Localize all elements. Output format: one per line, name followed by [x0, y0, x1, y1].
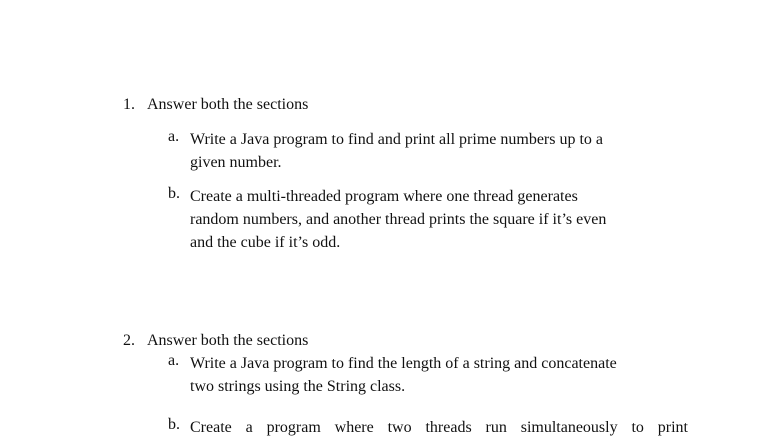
- part-text-line: Create a program where two threads run simultaneously to print: [190, 419, 688, 436]
- question-title: Answer both the sections: [147, 332, 309, 349]
- question-1-heading: [123, 96, 308, 114]
- question-title: Answer both the sections: [147, 96, 309, 113]
- question-2-heading: [123, 332, 308, 350]
- part-text-line: and the cube if it’s odd.: [190, 234, 341, 251]
- part-text-line: Write a Java program to find the length of a string and concatenate: [190, 355, 617, 372]
- part-text-line: Create a multi-threaded program where one thread generates: [190, 188, 578, 205]
- part-label: a.: [168, 352, 180, 369]
- question-number: 1.: [123, 96, 135, 113]
- part-text-line: given number.: [190, 154, 282, 171]
- part-text-line: Write a Java program to find and print all prime numbers up to a: [190, 131, 604, 148]
- question-2-part-b: [168, 416, 688, 439]
- question-1-part-b: [168, 185, 688, 254]
- part-label: a.: [168, 128, 180, 145]
- part-text-line: random numbers, and another thread prints the square if it’s even: [190, 211, 607, 228]
- part-label: b.: [168, 185, 180, 202]
- part-text-line: two strings using the String class.: [190, 378, 406, 395]
- question-1-part-a: [168, 128, 688, 174]
- question-2-part-a: [168, 352, 688, 398]
- part-label: b.: [168, 416, 180, 433]
- question-number: 2.: [123, 332, 135, 349]
